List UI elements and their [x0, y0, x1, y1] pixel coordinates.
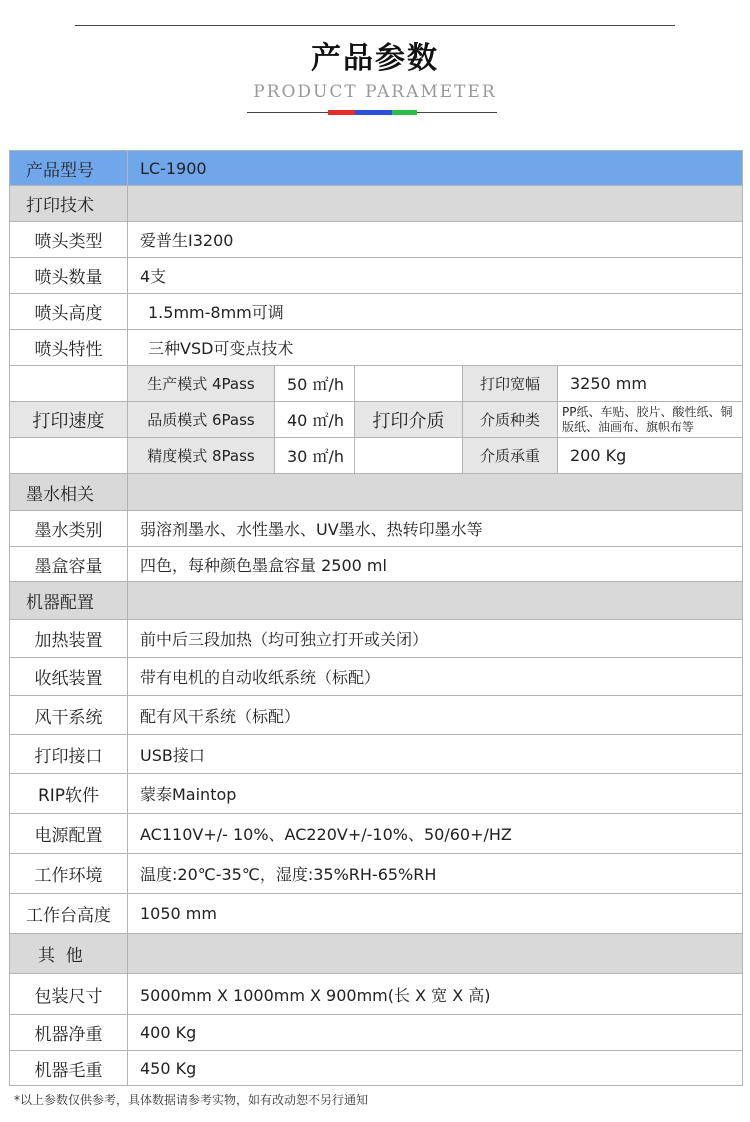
table-row — [10, 1051, 743, 1086]
row-label: 风干系统 — [10, 696, 128, 735]
table-row — [10, 294, 743, 330]
page-subtitle: PRODUCT PARAMETER — [253, 82, 497, 102]
row-label: 机器毛重 — [10, 1051, 128, 1086]
accent-bar-red — [328, 110, 355, 115]
accent-bar-blue — [355, 110, 392, 115]
model-label: 产品型号 — [10, 151, 128, 186]
media-value: 3250 mm — [558, 366, 743, 402]
table-row — [10, 330, 743, 366]
model-row — [10, 151, 743, 186]
row-label: 喷头高度 — [10, 294, 128, 330]
table-row — [10, 735, 743, 774]
accent-bar-green — [392, 110, 417, 115]
row-value: 前中后三段加热（均可独立打开或关闭） — [128, 620, 743, 658]
row-value: AC110V+/- 10%、AC220V+/-10%、50/60+/HZ — [128, 814, 743, 854]
media-value: 200 Kg — [558, 438, 743, 474]
row-value: 400 Kg — [128, 1015, 743, 1051]
speed-media-row — [10, 366, 743, 402]
row-value: 三种VSD可变点技术 — [128, 330, 743, 366]
speed-value: 50 ㎡/h — [275, 366, 355, 402]
media-value: PP纸、车贴、胶片、酸性纸、铜版纸、油画布、旗帜布等 — [558, 402, 743, 438]
table-row — [10, 222, 743, 258]
row-label: 喷头特性 — [10, 330, 128, 366]
media-heading: 打印介质 — [355, 402, 463, 438]
row-value: 1050 mm — [128, 894, 743, 934]
table-row — [10, 1015, 743, 1051]
row-value: 温度:20℃-35℃，湿度:35%RH-65%RH — [128, 854, 743, 894]
row-value: 蒙泰Maintop — [128, 774, 743, 814]
row-label: 包装尺寸 — [10, 974, 128, 1015]
spec-table — [9, 150, 743, 1086]
row-label: 机器净重 — [10, 1015, 128, 1051]
media-label: 打印宽幅 — [463, 366, 558, 402]
row-label: 打印接口 — [10, 735, 128, 774]
row-value: 5000mm X 1000mm X 900mm(长 X 宽 X 高) — [128, 974, 743, 1015]
table-row — [10, 814, 743, 854]
table-row — [10, 696, 743, 735]
speed-mode: 生产模式 4Pass — [128, 366, 275, 402]
row-label: 工作台高度 — [10, 894, 128, 934]
page-header — [0, 0, 750, 150]
row-value: 1.5mm-8mm可调 — [128, 294, 743, 330]
speed-media-row — [10, 438, 743, 474]
table-row — [10, 974, 743, 1015]
row-label: 喷头类型 — [10, 222, 128, 258]
row-value: 4支 — [128, 258, 743, 294]
row-label: RIP软件 — [10, 774, 128, 814]
row-value: 四色，每种颜色墨盒容量 2500 ml — [128, 547, 743, 582]
section-machine — [10, 582, 743, 620]
row-value: 弱溶剂墨水、水性墨水、UV墨水、热转印墨水等 — [128, 511, 743, 547]
table-row — [10, 258, 743, 294]
row-label: 喷头数量 — [10, 258, 128, 294]
row-value: USB接口 — [128, 735, 743, 774]
media-label: 介质承重 — [463, 438, 558, 474]
model-value: LC-1900 — [128, 151, 743, 186]
section-other — [10, 934, 743, 974]
table-row — [10, 511, 743, 547]
header-top-rule — [75, 25, 675, 26]
row-label: 墨盒容量 — [10, 547, 128, 582]
row-label: 收纸装置 — [10, 658, 128, 696]
row-value: 爱普生I3200 — [128, 222, 743, 258]
footnote: *以上参数仅供参考，具体数据请参考实物，如有改动恕不另行通知 — [14, 1093, 369, 1107]
table-row — [10, 774, 743, 814]
section-heading: 墨水相关 — [10, 474, 128, 511]
table-row — [10, 854, 743, 894]
section-ink — [10, 474, 743, 511]
table-row — [10, 547, 743, 582]
page-title: 产品参数 — [311, 41, 439, 76]
speed-mode: 品质模式 6Pass — [128, 402, 275, 438]
row-label: 工作环境 — [10, 854, 128, 894]
row-value: 带有电机的自动收纸系统（标配） — [128, 658, 743, 696]
speed-value: 30 ㎡/h — [275, 438, 355, 474]
section-heading: 其 他 — [10, 934, 128, 974]
row-label: 墨水类别 — [10, 511, 128, 547]
speed-label: 打印速度 — [10, 402, 128, 438]
row-label: 电源配置 — [10, 814, 128, 854]
table-row — [10, 658, 743, 696]
speed-media-row — [10, 402, 743, 438]
media-label: 介质种类 — [463, 402, 558, 438]
table-row — [10, 620, 743, 658]
row-value: 配有风干系统（标配） — [128, 696, 743, 735]
section-print-tech — [10, 186, 743, 222]
row-value: 450 Kg — [128, 1051, 743, 1086]
speed-mode: 精度模式 8Pass — [128, 438, 275, 474]
row-label: 加热装置 — [10, 620, 128, 658]
section-heading: 机器配置 — [10, 582, 128, 620]
table-row — [10, 894, 743, 934]
speed-value: 40 ㎡/h — [275, 402, 355, 438]
section-heading: 打印技术 — [10, 186, 128, 222]
